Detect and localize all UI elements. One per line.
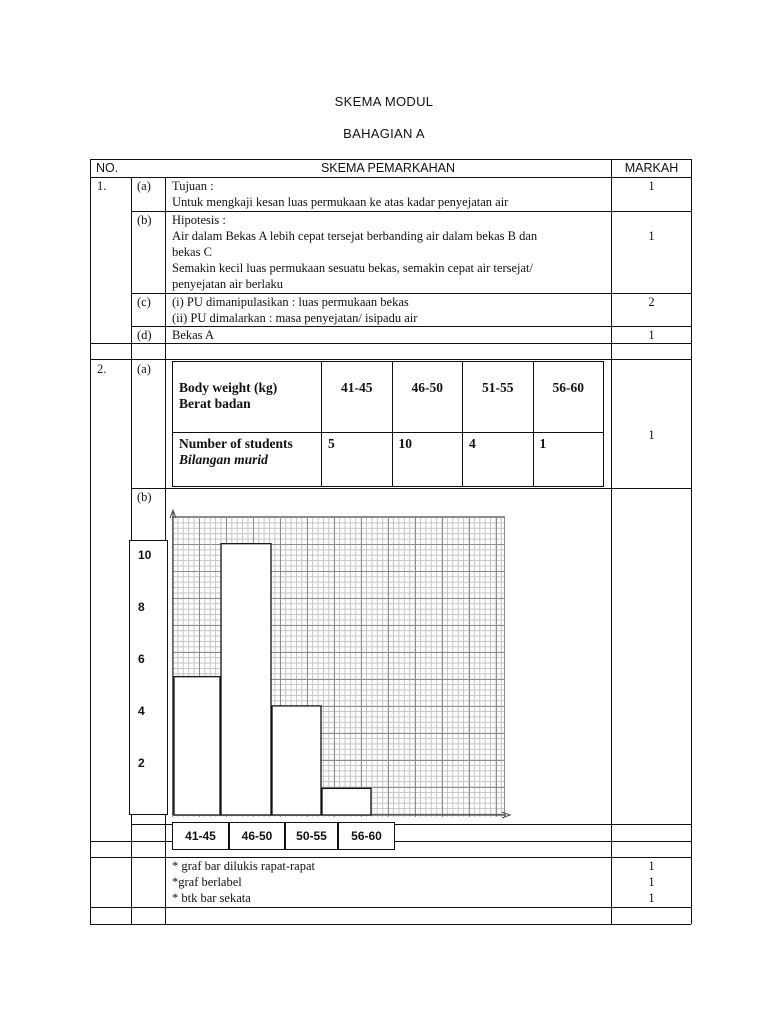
- count-cell: 4: [463, 433, 534, 487]
- x-category-label: 50-55: [285, 822, 338, 850]
- q1d-label: (d): [137, 328, 152, 342]
- q2b-marks: [613, 858, 690, 906]
- q1-number: 1.: [97, 179, 107, 193]
- q2b-label: (b): [137, 490, 152, 504]
- bar-41-45: [174, 677, 220, 815]
- range-cell: 41-45: [322, 362, 393, 433]
- range-cell: 56-60: [533, 362, 604, 433]
- q1b-mark: 1: [648, 229, 655, 243]
- q2a-mark: 1: [648, 428, 655, 442]
- y-tick-label: 6: [138, 652, 145, 666]
- y-tick-label: 8: [138, 600, 145, 614]
- criteria-item: *graf berlabel: [172, 875, 242, 889]
- q1b-text: Hipotesis : Air dalam Bekas A lebih cepat tersejat berbanding air dalam bekas B dan bekas C Semakin kecil luas permukaan sesuatu bekas, semakin cepat air tersejat/ penyejatan air berlaku: [172, 213, 538, 291]
- count-cell: 1: [533, 433, 604, 487]
- q2-number: 2.: [97, 362, 107, 376]
- bar-46-50: [221, 544, 271, 815]
- range-cell: 51-55: [463, 362, 534, 433]
- q1a-mark: 1: [648, 179, 655, 193]
- count-cell: 5: [322, 433, 393, 487]
- bar-50-55: [272, 706, 321, 815]
- y-axis-labels: [129, 540, 168, 815]
- x-category-label: 56-60: [338, 822, 395, 850]
- page-title: SKEMA MODUL: [334, 94, 434, 109]
- y-tick-label: 4: [138, 704, 145, 718]
- col-no-header: NO.: [96, 161, 119, 175]
- count-cell: 10: [392, 433, 463, 487]
- q1a-label: (a): [137, 179, 151, 193]
- section-title: BAHAGIAN A: [343, 126, 425, 141]
- q2b-criteria: [172, 858, 315, 906]
- col-scheme-header: SKEMA PEMARKAHAN: [320, 161, 456, 175]
- criteria-mark: 1: [648, 859, 655, 873]
- q1b-label: (b): [137, 213, 152, 227]
- q1d-text: Bekas A: [172, 328, 215, 342]
- criteria-mark: 1: [648, 891, 655, 905]
- y-tick-label: 10: [138, 548, 152, 562]
- chart-bars: [174, 544, 371, 815]
- col-mark-header: MARKAH: [624, 161, 679, 175]
- x-category-label: 46-50: [229, 822, 285, 850]
- q1a-text: Tujuan : Untuk mengkaji kesan luas permukaan ke atas kadar penyejatan air: [172, 179, 509, 209]
- criteria-item: * btk bar sekata: [172, 891, 251, 905]
- bar-56-60: [322, 788, 371, 815]
- criteria-mark: 1: [648, 875, 655, 889]
- q2a-label: (a): [137, 362, 151, 376]
- range-cell: 46-50: [392, 362, 463, 433]
- x-category-label: 41-45: [172, 822, 229, 850]
- q1c-label: (c): [137, 295, 151, 309]
- q1c-mark: 2: [648, 295, 655, 309]
- q1d-mark: 1: [648, 328, 655, 342]
- y-tick-label: 2: [138, 756, 145, 770]
- students-row-header: Number of students Bilangan murid: [173, 433, 322, 487]
- body-weight-row-header: Body weight (kg) Berat badan: [173, 362, 322, 433]
- criteria-item: * graf bar dilukis rapat-rapat: [172, 859, 315, 873]
- q1c-text: (i) PU dimanipulasikan : luas permukaan bekas (ii) PU dimalarkan : masa penyejatan/ isipadu air: [172, 295, 418, 325]
